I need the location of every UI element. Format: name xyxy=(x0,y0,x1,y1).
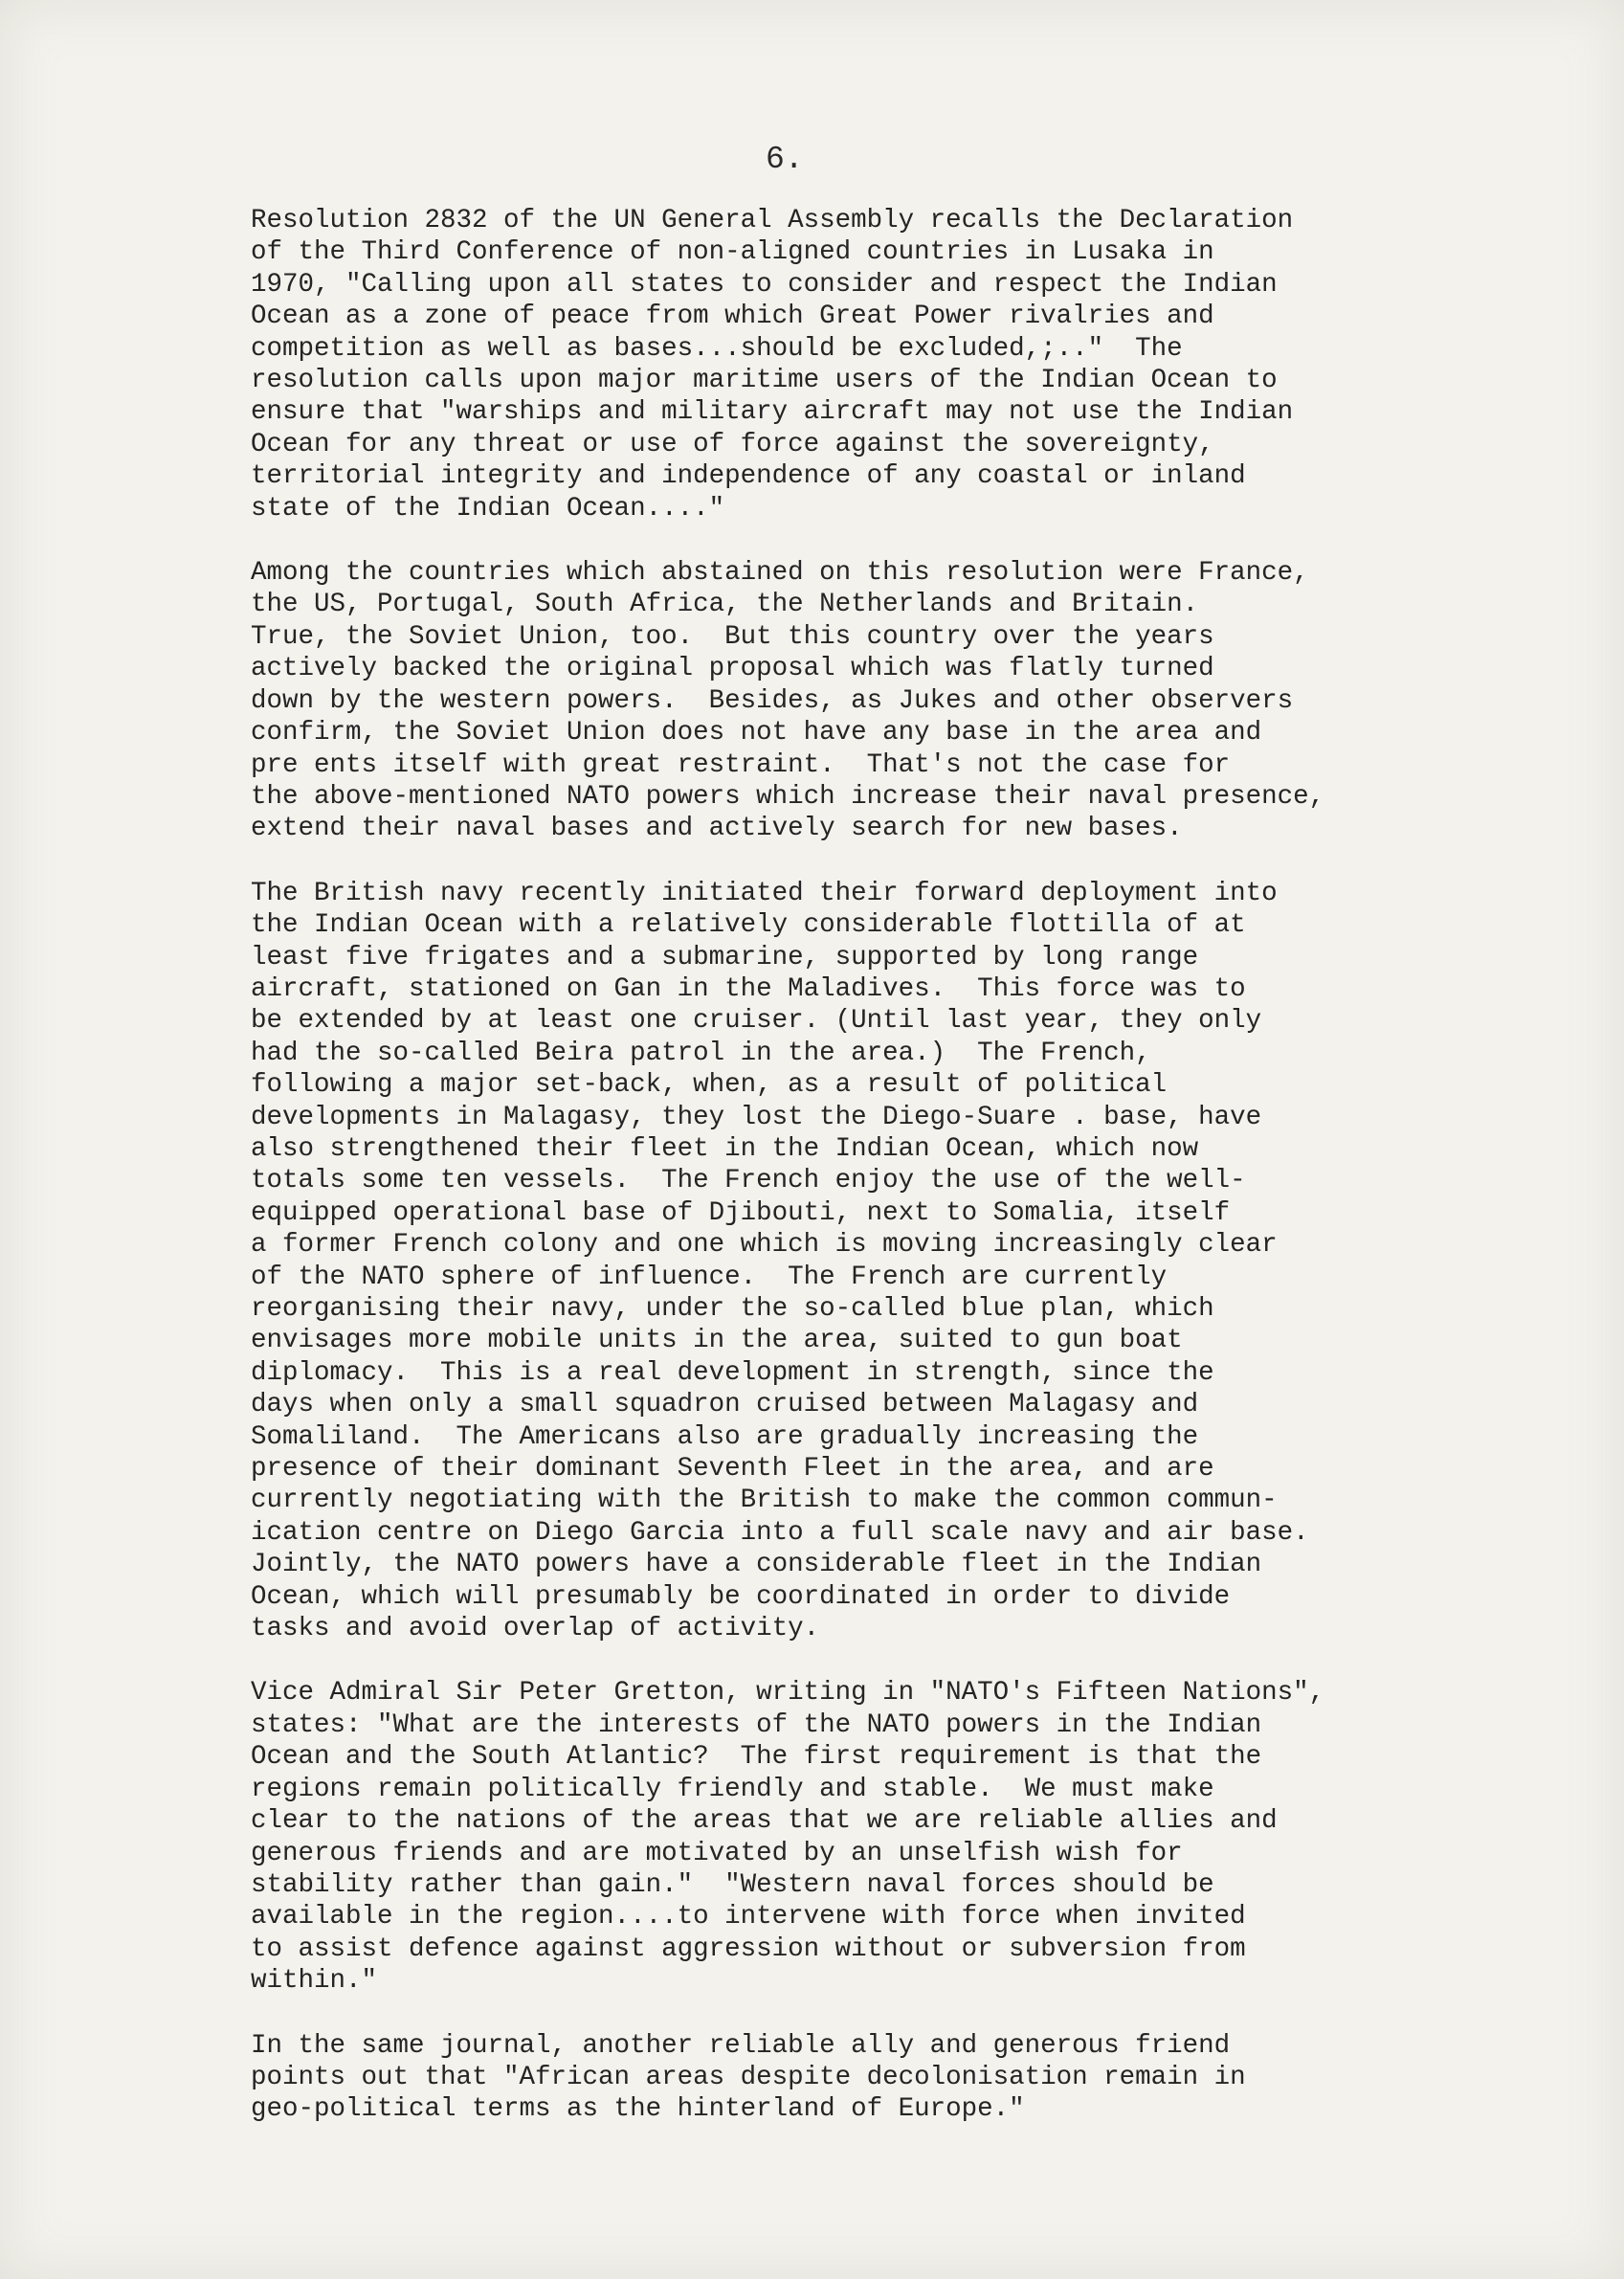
text-line: a former French colony and one which is moving increasingly clear xyxy=(251,1230,1278,1261)
text-line: of the Third Conference of non-aligned countries in Lusaka in xyxy=(251,237,1214,268)
paragraph-naval-deployment xyxy=(251,878,1552,1645)
document-body xyxy=(251,205,1552,2158)
text-line: following a major set-back, when, as a result of political xyxy=(251,1070,1168,1101)
text-line: resolution calls upon major maritime users of the Indian Ocean to xyxy=(251,366,1278,396)
paragraph-gretton-quote xyxy=(251,1677,1552,1997)
text-line: 1970, "Calling upon all states to consider and respect the Indian xyxy=(251,269,1278,300)
text-line: states: "What are the interests of the NATO powers in the Indian xyxy=(251,1709,1262,1740)
text-line: actively backed the original proposal which was flatly turned xyxy=(251,654,1214,684)
text-line: the Indian Ocean with a relatively considerable flottilla of at xyxy=(251,910,1246,941)
text-line: envisages more mobile units in the area, suited to gun boat xyxy=(251,1326,1183,1356)
text-line: Ocean as a zone of peace from which Great Power rivalries and xyxy=(251,302,1214,332)
text-line: confirm, the Soviet Union does not have any base in the area and xyxy=(251,718,1262,748)
text-line: be extended by at least one cruiser. (Until last year, they only xyxy=(251,1006,1262,1037)
text-line: Ocean for any threat or use of force against the sovereignty, xyxy=(251,429,1214,459)
text-line: points out that "African areas despite decolonisation remain in xyxy=(251,2062,1246,2092)
text-line: down by the western powers. Besides, as Jukes and other observers xyxy=(251,685,1294,716)
text-line: of the NATO sphere of influence. The French are currently xyxy=(251,1262,1168,1292)
text-line: extend their naval bases and actively search for new bases. xyxy=(251,814,1183,844)
text-line: Ocean and the South Atlantic? The first requirement is that the xyxy=(251,1742,1262,1773)
text-line: clear to the nations of the areas that we are reliable allies and xyxy=(251,1806,1278,1837)
text-line: territorial integrity and independence of any coastal or inland xyxy=(251,461,1246,492)
text-line: tasks and avoid overlap of activity. xyxy=(251,1614,820,1644)
text-line: totals some ten vessels. The French enjoy the use of the well- xyxy=(251,1166,1246,1196)
text-line: the above-mentioned NATO powers which increase their naval presence, xyxy=(251,781,1325,812)
page-number: 6. xyxy=(766,142,804,177)
text-line: developments in Malagasy, they lost the Diego-Suare . base, have xyxy=(251,1102,1262,1132)
paragraph-hinterland xyxy=(251,2030,1552,2126)
text-line: reorganising their navy, under the so-called blue plan, which xyxy=(251,1294,1214,1324)
text-line: Vice Admiral Sir Peter Gretton, writing in "NATO's Fifteen Nations", xyxy=(251,1678,1325,1709)
text-line: Somaliland. The Americans also are gradually increasing the xyxy=(251,1421,1199,1452)
text-line: equipped operational base of Djibouti, next to Somalia, itself xyxy=(251,1197,1231,1228)
text-line: state of the Indian Ocean...." xyxy=(251,493,725,524)
text-line: stability rather than gain." "Western naval forces should be xyxy=(251,1869,1214,1900)
text-line: regions remain politically friendly and stable. We must make xyxy=(251,1774,1214,1804)
text-line: had the so-called Beira patrol in the area.) The French, xyxy=(251,1038,1151,1068)
text-line: generous friends and are motivated by an unselfish wish for xyxy=(251,1838,1183,1868)
text-line: geo-political terms as the hinterland of Europe." xyxy=(251,2094,1025,2125)
paragraph-abstentions xyxy=(251,557,1552,845)
text-line: days when only a small squadron cruised between Malagasy and xyxy=(251,1390,1199,1420)
text-line: Jointly, the NATO powers have a considerable fleet in the Indian xyxy=(251,1550,1262,1580)
text-line: within." xyxy=(251,1966,378,1997)
text-line: presence of their dominant Seventh Fleet in the area, and are xyxy=(251,1454,1214,1485)
text-line: aircraft, stationed on Gan in the Maladives. This force was to xyxy=(251,973,1246,1004)
text-line: ication centre on Diego Garcia into a full scale navy and air base. xyxy=(251,1517,1309,1548)
text-line: available in the region....to intervene with force when invited xyxy=(251,1902,1246,1933)
text-line: diplomacy. This is a real development in strength, since the xyxy=(251,1357,1214,1388)
text-line: competition as well as bases...should be excluded,;.." The xyxy=(251,333,1183,364)
text-line: True, the Soviet Union, too. But this country over the years xyxy=(251,621,1214,652)
text-line: currently negotiating with the British to make the common commun- xyxy=(251,1486,1278,1516)
text-line: Among the countries which abstained on this resolution were France, xyxy=(251,558,1309,589)
text-line: ensure that "warships and military aircraft may not use the Indian xyxy=(251,397,1294,428)
text-line: also strengthened their fleet in the Indian Ocean, which now xyxy=(251,1133,1199,1164)
text-line: to assist defence against aggression without or subversion from xyxy=(251,1933,1246,1964)
text-line: Resolution 2832 of the UN General Assembly recalls the Declaration xyxy=(251,206,1294,235)
paragraph-resolution-2832 xyxy=(251,205,1552,525)
text-line: pre ents itself with great restraint. That's not the case for xyxy=(251,749,1231,780)
text-line: The British navy recently initiated their forward deployment into xyxy=(251,878,1278,908)
text-line: Ocean, which will presumably be coordinated in order to divide xyxy=(251,1581,1231,1612)
text-line: the US, Portugal, South Africa, the Netherlands and Britain. xyxy=(251,590,1199,620)
text-line: In the same journal, another reliable ally and generous friend xyxy=(251,2030,1231,2061)
text-line: least five frigates and a submarine, supported by long range xyxy=(251,942,1199,972)
